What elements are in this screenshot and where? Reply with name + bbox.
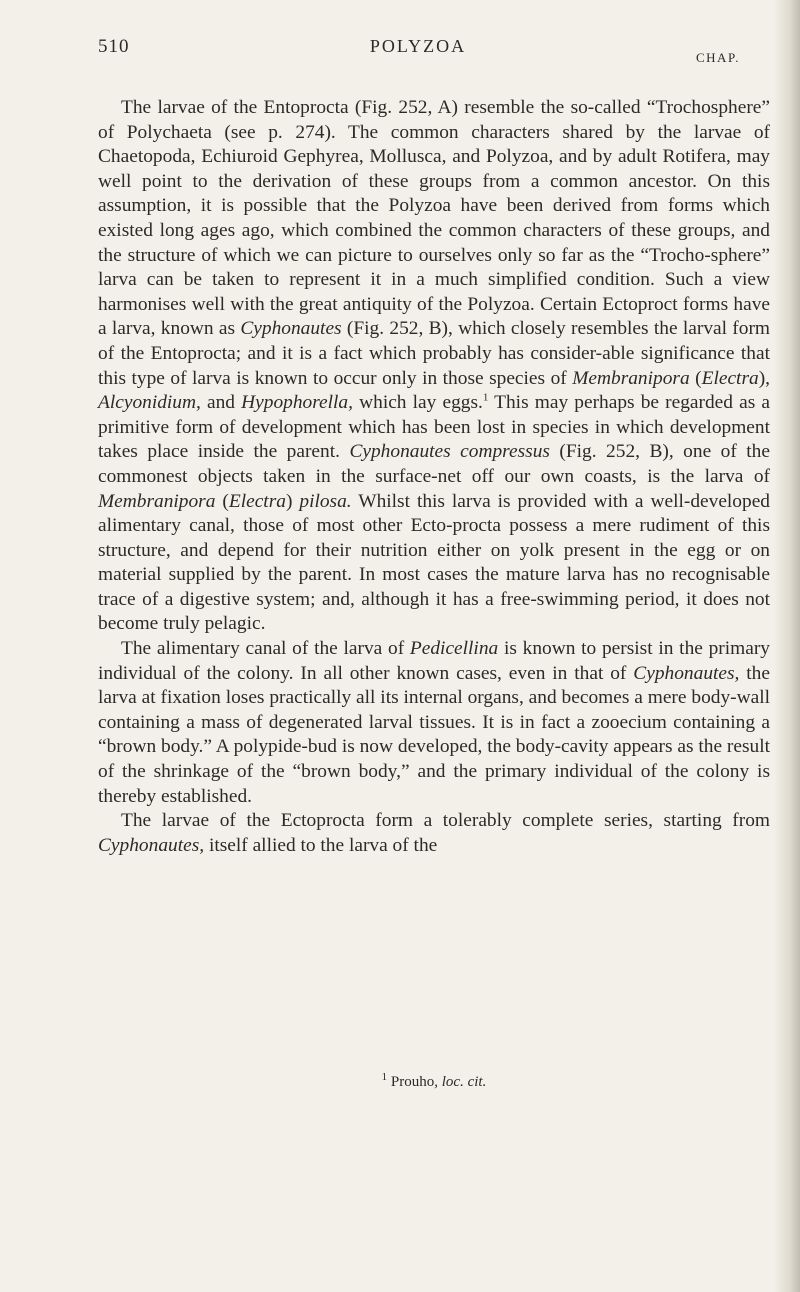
page-edge-shadow (774, 0, 800, 1292)
body-text (98, 96, 770, 858)
text-run: ), (758, 367, 770, 389)
paragraph (98, 809, 770, 858)
text-run: Whilst this larva is provided with a well-developed alimentary canal, those of most other Ecto-procta possess a mere rudiment of this structure, and depend for their nutrition either on yolk present in the egg or on material supplied by the parent. In most cases the mature larva has no recognisable trace of a digestive system; and, although it has a free-swimming period, it does not become truly pelagic. (98, 490, 770, 635)
footnote-reference: loc. cit. (441, 1074, 487, 1090)
text-run: and (200, 392, 242, 414)
italic-term: Cyphonautes compressus (349, 441, 550, 463)
footnote-author: Prouho, (390, 1074, 438, 1090)
text-run: ( (689, 367, 702, 389)
text-run: (Fig. 252, B), one of the commonest objects taken in the surface-net off our own coasts, is the larva of (98, 441, 770, 487)
paragraph (98, 96, 770, 637)
italic-term: Pedicellina (409, 638, 499, 660)
italic-term: Alcyonidium, (98, 392, 201, 414)
footnote-ref: 1 (482, 391, 489, 404)
italic-term: Cyphonautes, (633, 662, 740, 684)
italic-term: Cyphonautes, (98, 834, 205, 856)
text-run: (Fig. 252, B), which closely resembles the larval form of the Entoprocta; and it is a fact which probably has consider-able significance that this type of larva is known to occur only in those species of (98, 318, 770, 389)
italic-term: Cyphonautes (240, 318, 342, 340)
footnote (98, 1071, 770, 1091)
text-run: The alimentary canal of the larva of (121, 638, 410, 660)
running-title: POLYZOA (369, 36, 467, 56)
text-run: the larva at fixation loses practically all its internal organs, and becomes a mere body-wall containing a mass of degenerated larval tissues. It is in fact a zooecium containing a “brown body.” A polypide-bud is now developed, the body-cavity appears as the result of the shrinkage of the “brown body,” and the primary individual of the colony is thereby established. (98, 662, 770, 807)
chapter-mark: CHAP. (696, 50, 740, 65)
text-run: ( (215, 490, 229, 512)
text-run: The larvae of the Ectoprocta form a tolerably complete series, starting from (121, 810, 770, 832)
text-run: ) (285, 490, 300, 512)
running-header (98, 36, 738, 66)
italic-term: pilosa. (299, 490, 352, 512)
text-run: The larvae of the Entoprocta (Fig. 252, A) resemble the so-called “Trochosphere” of Polychaeta (see p. 274). The common characters shared by the larvae of Chaetopoda, Echiuroid Gephyrea, Mollusca, and Polyzoa, and by adult Rotifera, may well point to the derivation of these groups from a common ancestor. On this assumption, it is possible that the Polyzoa have been derived from forms which existed long ages ago, which combined the common characters of these groups, and the structure of which we can picture to ourselves only so far as the “Trocho-sphere” larva can be taken to represent it in a much simplified condition. Such a view harmonises well with the great antiquity of the Polyzoa. Certain Ectoproct forms have a larva, known as (98, 97, 770, 340)
italic-term: Membranipora (98, 490, 216, 512)
italic-term: Electra (701, 367, 759, 389)
text-run: is known to persist in the primary individual of the colony. In all other known cases, even in that of (98, 638, 770, 684)
paragraph (98, 637, 770, 809)
italic-term: Hypophorella, (241, 392, 353, 414)
text-run: which lay eggs. (352, 392, 483, 414)
text-run: This may perhaps be regarded as a primitive form of development which has been lost in species in which development takes place inside the parent. (98, 392, 770, 463)
italic-term: Membranipora (572, 367, 690, 389)
italic-term: Electra (228, 490, 286, 512)
page-number: 510 (98, 36, 130, 57)
text-run: itself allied to the larva of the (204, 834, 438, 856)
footnote-marker: 1 (381, 1071, 388, 1083)
